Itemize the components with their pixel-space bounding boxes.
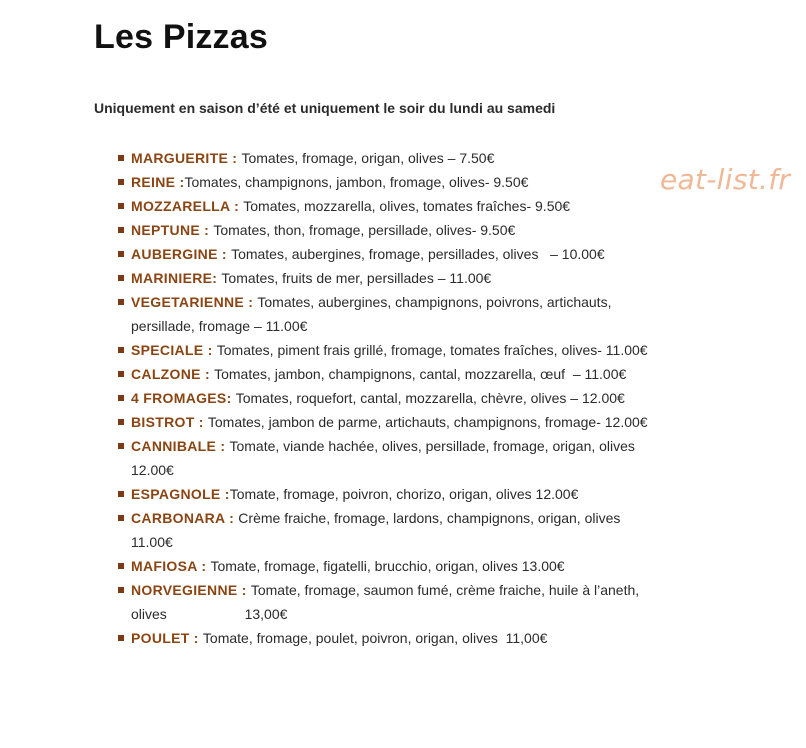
bullet-icon	[118, 395, 124, 401]
bullet-icon	[118, 203, 124, 209]
pizza-item-carbonara	[131, 506, 651, 554]
pizza-description: Tomates, jambon de parme, artichauts, champignons, fromage- 12.00€	[207, 414, 648, 430]
bullet-icon	[118, 587, 124, 593]
pizza-item-cannibale	[131, 434, 651, 482]
pizza-description: Tomates, piment frais grillé, fromage, tomates fraîches, olives- 11.00€	[216, 342, 648, 358]
bullet-icon	[118, 443, 124, 449]
pizza-description: Tomates, champignons, jambon, fromage, olives- 9.50€	[184, 174, 529, 190]
pizza-item-espagnole	[131, 482, 651, 506]
bullet-icon	[118, 179, 124, 185]
pizza-item-mafiosa	[131, 554, 651, 578]
page-title: Les Pizzas	[94, 18, 268, 56]
pizza-item-speciale	[131, 338, 651, 362]
pizza-name: CARBONARA :	[131, 510, 239, 526]
pizza-name: 4 FROMAGES:	[131, 390, 236, 406]
pizza-name: VEGETARIENNE :	[131, 294, 258, 310]
availability-note: Uniquement en saison d’été et uniquement le soir du lundi au samedi	[94, 100, 556, 116]
watermark: eat-list.fr	[660, 163, 791, 196]
pizza-description: Tomates, fromage, origan, olives – 7.50€	[241, 150, 495, 166]
bullet-icon	[118, 635, 124, 641]
bullet-icon	[118, 371, 124, 377]
pizza-description: Tomate, fromage, poivron, chorizo, origan, olives 12.00€	[229, 486, 579, 502]
pizza-item-calzone	[131, 362, 651, 386]
bullet-icon	[118, 299, 124, 305]
pizza-description: Tomates, thon, fromage, persillade, olives- 9.50€	[213, 222, 516, 238]
pizza-description: Tomates, fruits de mer, persillades – 11.00€	[221, 270, 492, 286]
pizza-item-poulet	[131, 626, 651, 650]
pizza-description: Tomate, fromage, saumon fumé, crème fraiche, huile à l’aneth, olives 13,00€	[131, 582, 644, 622]
bullet-icon	[118, 155, 124, 161]
pizza-name: REINE :	[131, 174, 185, 190]
pizza-description: Tomate, fromage, figatelli, brucchio, origan, olives 13.00€	[210, 558, 565, 574]
pizza-item-bistrot	[131, 410, 651, 434]
pizza-description: Crème fraiche, fromage, lardons, champignons, origan, olives 11.00€	[131, 510, 625, 550]
pizza-name: SPECIALE :	[131, 342, 217, 358]
pizza-item-mozzarella	[131, 194, 651, 218]
pizza-description: Tomate, viande hachée, olives, persillade, fromage, origan, olives 12.00€	[131, 438, 639, 478]
pizza-item-aubergine	[131, 242, 651, 266]
bullet-icon	[118, 419, 124, 425]
pizza-item-neptune	[131, 218, 651, 242]
pizza-description: Tomates, jambon, champignons, cantal, mozzarella, œuf – 11.00€	[214, 366, 627, 382]
pizza-name: MAFIOSA :	[131, 558, 211, 574]
pizza-name: MARINIERE:	[131, 270, 222, 286]
pizza-name: CANNIBALE :	[131, 438, 230, 454]
bullet-icon	[118, 275, 124, 281]
pizza-description: Tomate, fromage, poulet, poivron, origan, olives 11,00€	[202, 630, 548, 646]
pizza-item-vegetarienne	[131, 290, 651, 338]
pizza-name: AUBERGINE :	[131, 246, 232, 262]
pizza-name: POULET :	[131, 630, 203, 646]
bullet-icon	[118, 347, 124, 353]
pizza-description: Tomates, aubergines, champignons, poivrons, artichauts, persillade, fromage – 11.00€	[131, 294, 616, 334]
pizza-name: BISTROT :	[131, 414, 208, 430]
pizza-description: Tomates, roquefort, cantal, mozzarella, chèvre, olives – 12.00€	[235, 390, 625, 406]
bullet-icon	[118, 227, 124, 233]
bullet-icon	[118, 491, 124, 497]
pizza-item-mariniere	[131, 266, 651, 290]
pizza-item-4-fromages	[131, 386, 651, 410]
pizza-description: Tomates, aubergines, fromage, persillades, olives – 10.00€	[231, 246, 605, 262]
pizza-item-marguerite	[131, 146, 651, 170]
pizza-list	[131, 146, 651, 650]
pizza-name: ESPAGNOLE :	[131, 486, 230, 502]
pizza-name: MARGUERITE :	[131, 150, 242, 166]
bullet-icon	[118, 251, 124, 257]
bullet-icon	[118, 563, 124, 569]
pizza-description: Tomates, mozzarella, olives, tomates fraîches- 9.50€	[243, 198, 571, 214]
pizza-name: NEPTUNE :	[131, 222, 214, 238]
pizza-name: MOZZARELLA :	[131, 198, 244, 214]
pizza-name: CALZONE :	[131, 366, 215, 382]
bullet-icon	[118, 515, 124, 521]
pizza-item-norvegienne	[131, 578, 651, 626]
pizza-item-reine	[131, 170, 651, 194]
pizza-name: NORVEGIENNE :	[131, 582, 251, 598]
